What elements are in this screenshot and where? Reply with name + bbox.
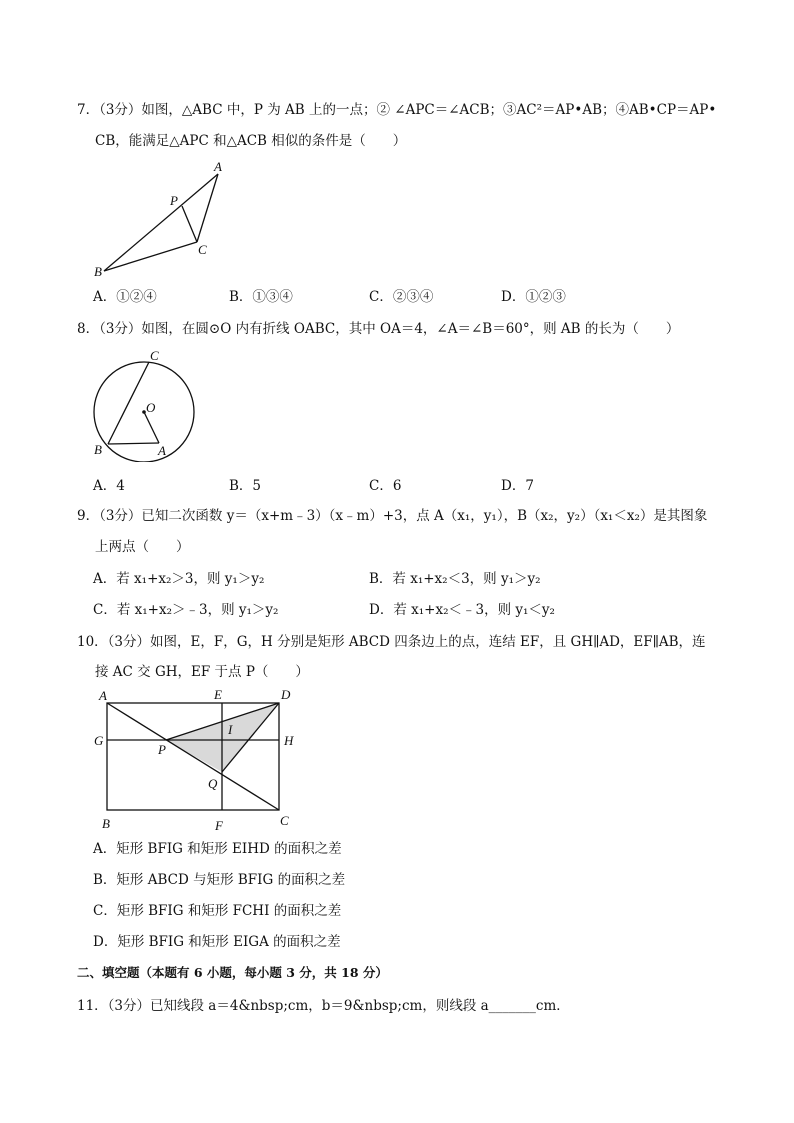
q8-label-o: O <box>146 400 156 415</box>
q9-option-b[interactable]: B．若 x₁+x₂＜3，则 y₁＞y₂ <box>369 571 541 587</box>
q10-option-c[interactable]: C．矩形 BFIG 和矩形 FCHI 的面积之差 <box>93 903 342 919</box>
q11-line1: 11．（3分）已知线段 a＝4&nbsp;cm，b＝9&nbsp;cm，则线段 a_______cm． <box>77 998 570 1014</box>
q10-line1: 10．（3分）如图，E，F，G，H 分别是矩形 ABCD 四条边上的点，连结 EF，且 GH∥AD，EF∥AB，连 <box>77 634 706 650</box>
q9-option-a[interactable]: A．若 x₁+x₂＞3，则 y₁＞y₂ <box>93 571 265 587</box>
q8-line1: 8．（3分）如图，在圆⊙O 内有折线 OABC，其中 OA＝4，∠A＝∠B＝60°，则 AB 的长为（ ） <box>77 321 680 337</box>
q8-segment-ab <box>108 443 159 444</box>
q8-option-b[interactable]: B．5 <box>229 478 262 494</box>
q8-segment-oa <box>144 412 159 443</box>
q8-label-b: B <box>94 442 102 457</box>
q7-label-c: C <box>198 242 207 257</box>
q7-label-a: A <box>214 159 222 174</box>
q10-label-b: B <box>102 816 110 831</box>
q7-option-c[interactable]: C．②③④ <box>369 289 434 305</box>
q10-figure <box>88 686 298 836</box>
q10-label-a: A <box>99 688 107 703</box>
q10-label-q: Q <box>208 776 218 791</box>
q7-option-a[interactable]: A．①②④ <box>93 289 157 305</box>
q10-label-p: P <box>158 742 166 757</box>
q9-line1: 9．（3分）已知二次函数 y＝（x+m﹣3）（x﹣m）+3，点 A（x₁，y₁），B（x₂，y₂）（x₁＜x₂）是其图象 <box>77 508 708 524</box>
q8-option-c[interactable]: C．6 <box>369 478 402 494</box>
q7-label-b: B <box>94 264 102 279</box>
q8-option-a[interactable]: A．4 <box>93 478 125 494</box>
q10-label-e: E <box>214 687 222 702</box>
q10-option-a[interactable]: A．矩形 BFIG 和矩形 EIHD 的面积之差 <box>93 841 342 857</box>
q10-label-c: C <box>280 813 289 828</box>
q7-figure <box>88 158 238 280</box>
q9-option-d[interactable]: D．若 x₁+x₂＜﹣3，则 y₁＜y₂ <box>369 602 555 618</box>
q7-line2: CB，能满足△APC 和△ACB 相似的条件是（ ） <box>95 133 407 149</box>
q8-figure <box>86 344 231 462</box>
q7-label-p: P <box>170 193 178 208</box>
q10-label-d: D <box>281 687 291 702</box>
q10-label-h: H <box>284 733 294 748</box>
q8-option-d[interactable]: D．7 <box>501 478 534 494</box>
q7-option-b[interactable]: B．①③④ <box>229 289 293 305</box>
q7-option-d[interactable]: D．①②③ <box>501 289 566 305</box>
q7-segment-ac <box>197 174 218 242</box>
q9-line2: 上两点（ ） <box>95 539 190 555</box>
q10-option-d[interactable]: D．矩形 BFIG 和矩形 EIGA 的面积之差 <box>93 934 341 950</box>
q7-segment-bc <box>104 242 197 271</box>
q10-line2: 接 AC 交 GH，EF 于点 P（ ） <box>95 664 309 680</box>
q7-line1: 7．（3分）如图，△ABC 中，P 为 AB 上的一点；② ∠APC＝∠ACB；③AC²＝AP•AB；④AB•CP＝AP• <box>77 102 717 118</box>
section-2-heading: 二、填空题（本题有 6 小题，每小题 3 分，共 18 分） <box>77 965 388 980</box>
q10-label-g: G <box>94 733 104 748</box>
q8-segment-bc <box>108 362 149 444</box>
q10-label-i: I <box>228 722 233 737</box>
q9-option-c[interactable]: C．若 x₁+x₂＞﹣3，则 y₁＞y₂ <box>93 602 279 618</box>
q8-label-a: A <box>158 443 166 458</box>
q10-label-f: F <box>215 818 223 833</box>
q10-option-b[interactable]: B．矩形 ABCD 与矩形 BFIG 的面积之差 <box>93 872 346 888</box>
q8-label-c: C <box>150 348 159 363</box>
q7-segment-pc <box>182 206 197 242</box>
